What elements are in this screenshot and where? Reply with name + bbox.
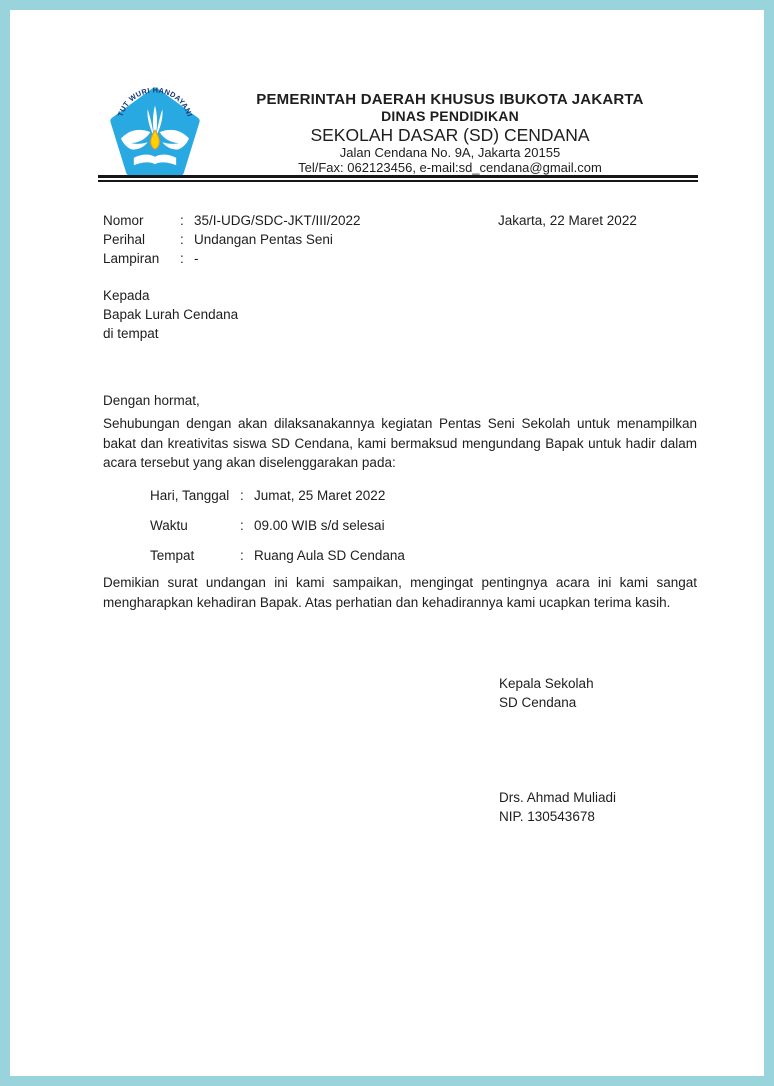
meta-label: Lampiran — [103, 251, 160, 266]
meta-colon: : — [180, 232, 184, 247]
meta-value: - — [194, 251, 199, 266]
meta-row-lampiran — [103, 249, 361, 268]
detail-label: Waktu — [150, 518, 188, 533]
detail-row-tempat — [150, 546, 405, 565]
closing-paragraph: Demikian surat undangan ini kami sampaikan, mengingat pentingnya acara ini kami sangat mengharapkan kehadiran Bapak. Atas perhatian dan kehadirannya kami ucapkan terima kasih. — [103, 575, 697, 610]
recipient-salutation: Kepada — [103, 288, 150, 303]
tut-wuri-handayani-logo — [109, 87, 201, 179]
signer-name: Drs. Ahmad Muliadi — [499, 790, 617, 805]
signature-title-block — [499, 674, 594, 712]
meta-value: 35/I-UDG/SDC-JKT/III/2022 — [194, 213, 361, 228]
letterhead-department-line: DINAS PENDIDIKAN — [381, 108, 519, 124]
signer-nip: NIP. 130543678 — [499, 809, 595, 824]
detail-colon: : — [240, 488, 244, 503]
letterhead-school-name: SEKOLAH DASAR (SD) CENDANA — [310, 125, 590, 145]
detail-value: 09.00 WIB s/d selesai — [254, 518, 385, 533]
meta-colon: : — [180, 213, 184, 228]
detail-row-hari-tanggal — [150, 486, 405, 505]
greeting: Dengan hormat, — [103, 393, 200, 408]
letter-meta — [103, 211, 361, 268]
letterhead-address: Jalan Cendana No. 9A, Jakarta 20155 — [339, 145, 561, 160]
signature-position-line1: Kepala Sekolah — [499, 676, 594, 691]
logo-motto-text: TUT WURI HANDAYANI — [115, 87, 195, 118]
signature-position-line2: SD Cendana — [499, 695, 577, 710]
header-separator-double-rule — [98, 175, 698, 182]
letterhead-government-line: PEMERINTAH DAERAH KHUSUS IBUKOTA JAKARTA — [256, 91, 644, 108]
meta-row-nomor — [103, 211, 361, 230]
recipient-location: di tempat — [103, 326, 159, 341]
meta-value: Undangan Pentas Seni — [194, 232, 333, 247]
signature-name-block — [499, 788, 616, 826]
meta-label: Nomor — [103, 213, 144, 228]
meta-row-perihal — [103, 230, 361, 249]
meta-label: Perihal — [103, 232, 146, 247]
place-date-line: Jakarta, 22 Maret 2022 — [498, 213, 637, 228]
opening-paragraph: Sehubungan dengan akan dilaksanakannya kegiatan Pentas Seni Sekolah untuk menampilkan bakat dan kreativitas siswa SD Cendana, kami bermaksud mengundang Bapak untuk hadir dalam acara tersebut yang akan diselenggarakan pada: — [103, 416, 697, 470]
detail-colon: : — [240, 518, 244, 533]
letterhead — [210, 91, 690, 175]
detail-value: Ruang Aula SD Cendana — [254, 548, 405, 563]
detail-label: Hari, Tanggal — [150, 488, 230, 503]
detail-label: Tempat — [150, 548, 195, 563]
letterhead-contact: Tel/Fax: 062123456, e-mail:sd_cendana@gmail.com — [298, 160, 602, 175]
recipient-block — [103, 286, 238, 343]
detail-colon: : — [240, 548, 244, 563]
recipient-name: Bapak Lurah Cendana — [103, 307, 239, 322]
event-details — [150, 486, 405, 576]
detail-row-waktu — [150, 516, 405, 535]
meta-colon: : — [180, 251, 184, 266]
detail-value: Jumat, 25 Maret 2022 — [254, 488, 386, 503]
